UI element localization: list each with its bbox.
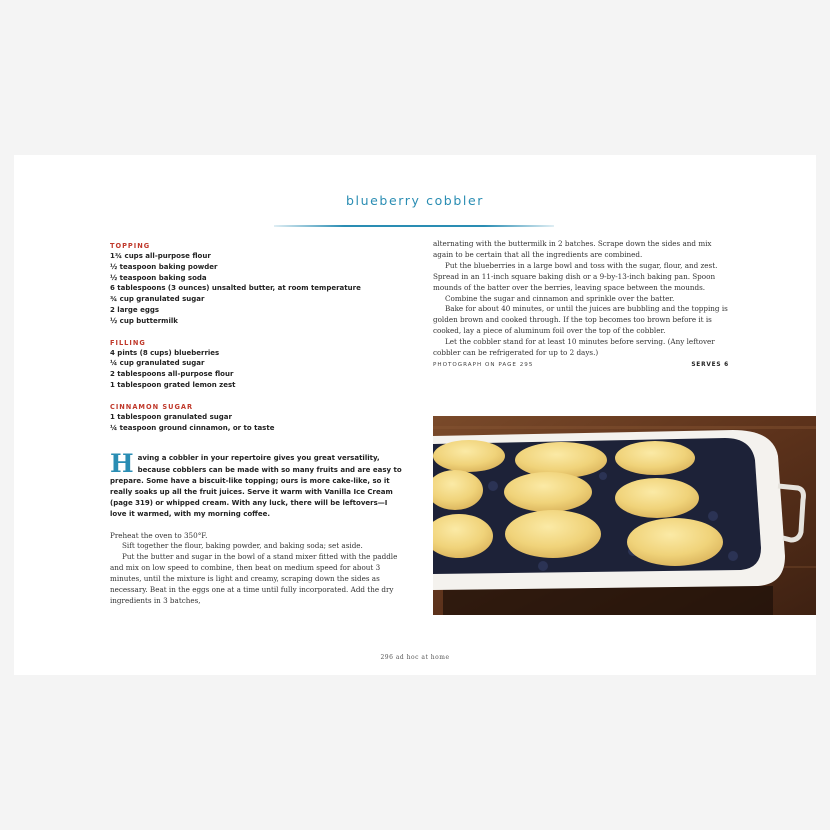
- title-underline: [274, 225, 554, 227]
- filling-ingredients: [110, 348, 410, 391]
- recipe-title: blueberry cobbler: [346, 193, 484, 208]
- cinnamon-sugar-heading: CINNAMON SUGAR: [110, 402, 194, 411]
- cobbler-photo: [433, 416, 816, 615]
- topping-ingredients: [110, 251, 410, 327]
- method-paragraph: Sift together the flour, baking powder, and baking soda; set aside.: [122, 541, 363, 551]
- intro-paragraph: [110, 449, 406, 520]
- ingredient: ¾ cup granulated sugar: [110, 295, 205, 304]
- ingredient: ¼ teaspoon ground cinnamon, or to taste: [110, 423, 275, 432]
- ingredient: 2 large eggs: [110, 305, 160, 314]
- cinnamon-sugar-ingredients: [110, 412, 410, 434]
- ingredient: 4 pints (8 cups) blueberries: [110, 348, 220, 357]
- method-paragraph: Combine the sugar and cinnamon and sprinkle over the batter.: [445, 293, 675, 303]
- recipe-meta: [433, 362, 729, 368]
- ingredient: 6 tablespoons (3 ounces) unsalted butter, at room temperature: [110, 284, 361, 293]
- ingredient: ½ cup buttermilk: [110, 316, 178, 325]
- ingredient: ¼ cup granulated sugar: [110, 359, 205, 368]
- ingredient: ½ teaspoon baking soda: [110, 273, 207, 282]
- left-column: [110, 241, 410, 607]
- ingredient: 2 tablespoons all-purpose flour: [110, 370, 234, 379]
- method-paragraph: Preheat the oven to 350°F.: [110, 530, 208, 540]
- photo-reference: PHOTOGRAPH ON PAGE 295: [433, 361, 534, 368]
- ingredient: 1¾ cups all-purpose flour: [110, 252, 211, 260]
- method-paragraph: Let the cobbler stand for at least 10 minutes before serving. (Any leftover cobbler can be refrigerated for up to 2 days.): [433, 337, 715, 358]
- ingredient: 1 tablespoon grated lemon zest: [110, 380, 236, 389]
- method-paragraph: alternating with the buttermilk in 2 batches. Scrape down the sides and mix again to be certain that all the ingredients are combined.: [433, 239, 712, 259]
- drop-cap: H: [110, 449, 134, 479]
- serves-count: SERVES 6: [691, 361, 729, 368]
- ingredient: 1 tablespoon granulated sugar: [110, 412, 232, 421]
- topping-heading: TOPPING: [110, 242, 151, 250]
- intro-text: aving a cobbler in your repertoire gives you great versatility, because cobblers can be made with so many fruits and are easy to prepare. Some have a biscuit-like topping; ours is more cake-like, so it really soaks up all the fruit juices. Serve it warm with Vanilla Ice Cream (page 319) or whipped cream. With any luck, there will be leftovers—I love it warmed, with my morning coffee.: [110, 454, 402, 519]
- ingredient: ½ teaspoon baking powder: [110, 262, 218, 271]
- method-paragraph: Put the butter and sugar in the bowl of a stand mixer fitted with the paddle and mix on low speed to combine, then beat on medium speed for about 3 minutes, until the mixture is light and creamy, scraping down the sides as necessary. Beat in the eggs one at a time until fully incorporated. Add the dry ingredients in 3 batches,: [110, 552, 398, 606]
- method-paragraph: Bake for about 40 minutes, or until the juices are bubbling and the topping is golden brown and cooked through. If the top becomes too brown before it is cooked, lay a piece of aluminum foil over the top of the cobbler.: [433, 304, 728, 336]
- cobbler-photo-illustration: [433, 416, 816, 615]
- method-paragraph: Put the blueberries in a large bowl and toss with the sugar, flour, and zest. Spread in an 11-inch square baking dish or a 9-by-13-inch baking pan. Spoon mounds of the batter over the berries, leaving space between the mounds.: [433, 260, 718, 292]
- right-column: [433, 239, 733, 368]
- book-page: [14, 155, 816, 675]
- filling-heading: FILLING: [110, 338, 146, 347]
- page-folio: 296 ad hoc at home: [380, 654, 450, 661]
